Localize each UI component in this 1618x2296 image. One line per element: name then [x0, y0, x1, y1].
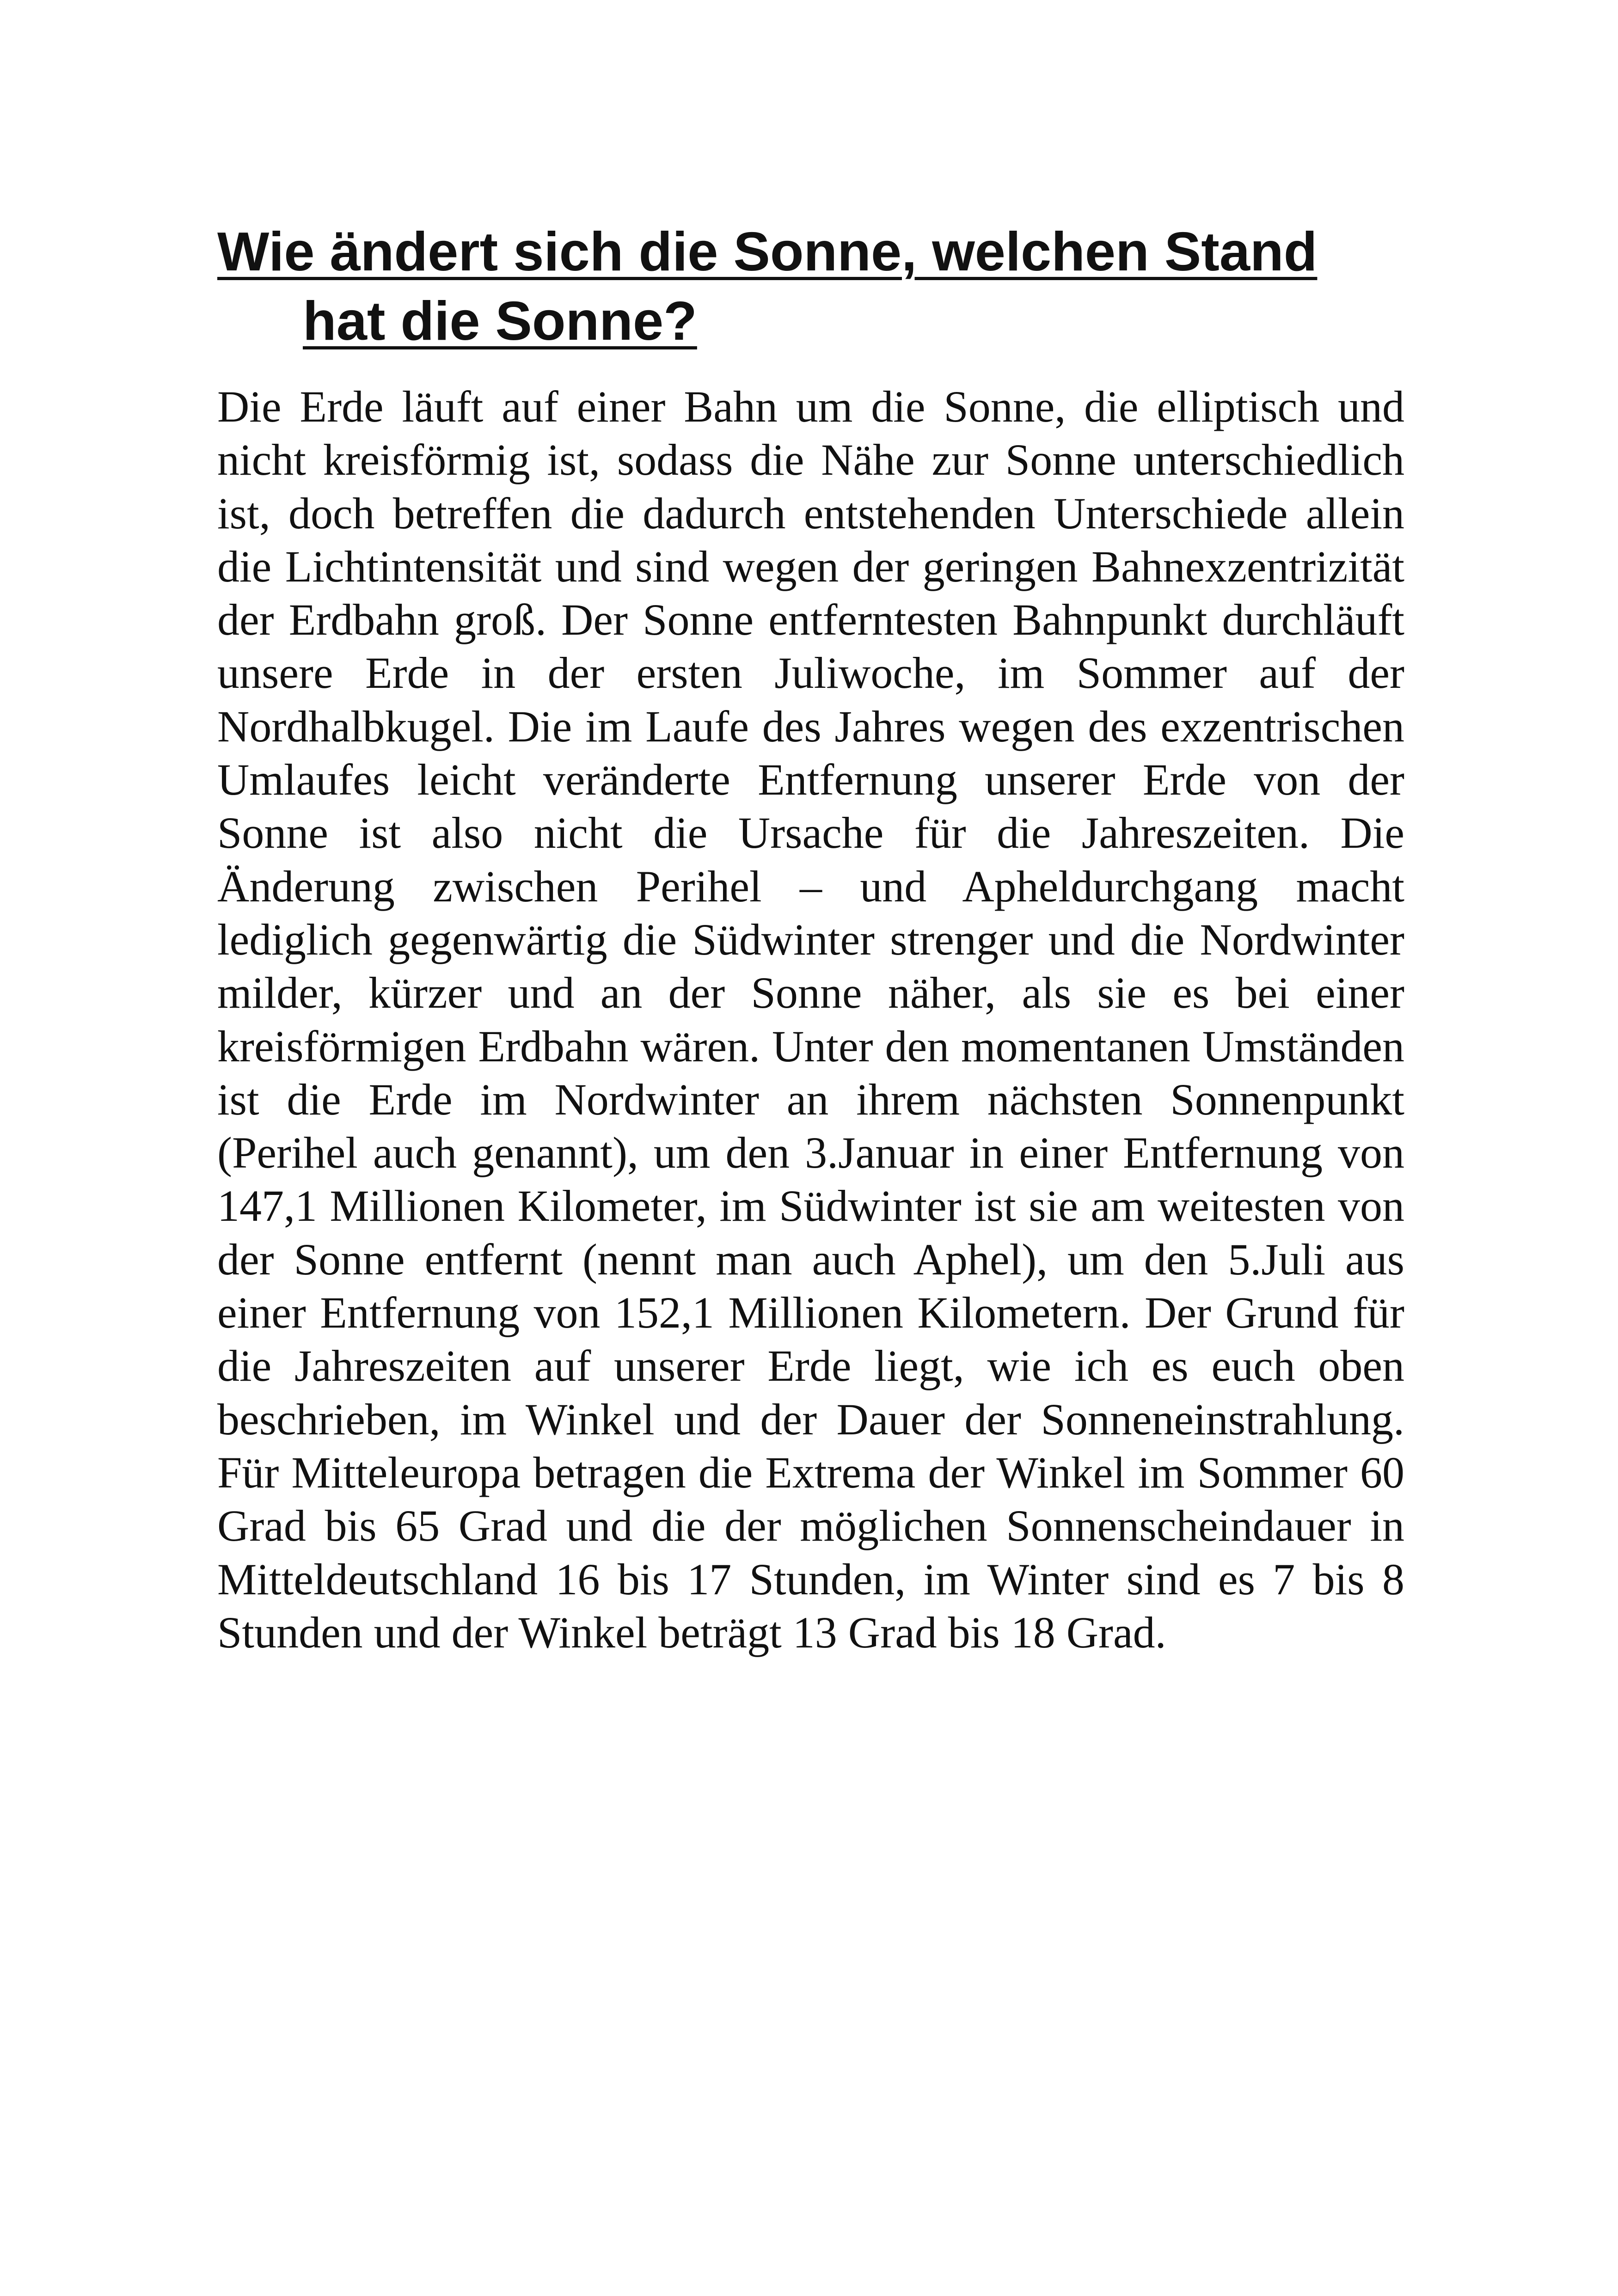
title-line-1: Wie ändert sich die Sonne, welchen Stand [217, 221, 1318, 282]
body-paragraph: Die Erde läuft auf einer Bahn um die Sonne, die elliptisch und nicht kreisförmig ist, sodass die Nähe zur Sonne unterschiedlich ist, doch betreffen die dadurch entstehenden Unterschiede allein die Lichtintensität und sind wegen der geringen Bahnexzentrizität der Erdbahn groß. Der Sonne entferntesten Bahnpunkt durchläuft unsere Erde in der ersten Juliwoche, im Sommer auf der Nordhalbkugel. Die im Laufe des Jahres wegen des exzentrischen Umlaufes leicht veränderte Entfernung unserer Erde von der Sonne ist also nicht die Ursache für die Jahreszeiten. Die Änderung zwischen Perihel – und Apheldurchgang macht lediglich gegenwärtig die Südwinter strenger und die Nordwinter milder, kürzer und an der Sonne näher, als sie es bei einer kreisförmigen Erdbahn wären. Unter den momentanen Umständen ist die Erde im Nordwinter an ihrem nächsten Sonnenpunkt (Perihel auch genannt), um den 3.Januar in einer Entfernung von 147,1 Millionen Kilometer, im Südwinter ist sie am weitesten von der Sonne entfernt (nennt man auch Aphel), um den 5.Juli aus einer Entfernung von 152,1 Millionen Kilometern. Der Grund für die Jahreszeiten auf unserer Erde liegt, wie ich es euch oben beschrieben, im Winkel und der Dauer der Sonneneinstrahlung. Für Mitteleuropa betragen die Extrema der Winkel im Sommer 60 Grad bis 65 Grad und die der möglichen Sonnenscheindauer in Mitteldeutschland 16 bis 17 Stunden, im Winter sind es 7 bis 8 Stunden und der Winkel beträgt 13 Grad bis 18 Grad. [217, 382, 1404, 1657]
title-line-2-container [217, 287, 1419, 356]
title-line-1-container [217, 217, 1419, 287]
title-line-2: hat die Sonne? [303, 290, 697, 352]
page-title [217, 217, 1419, 356]
